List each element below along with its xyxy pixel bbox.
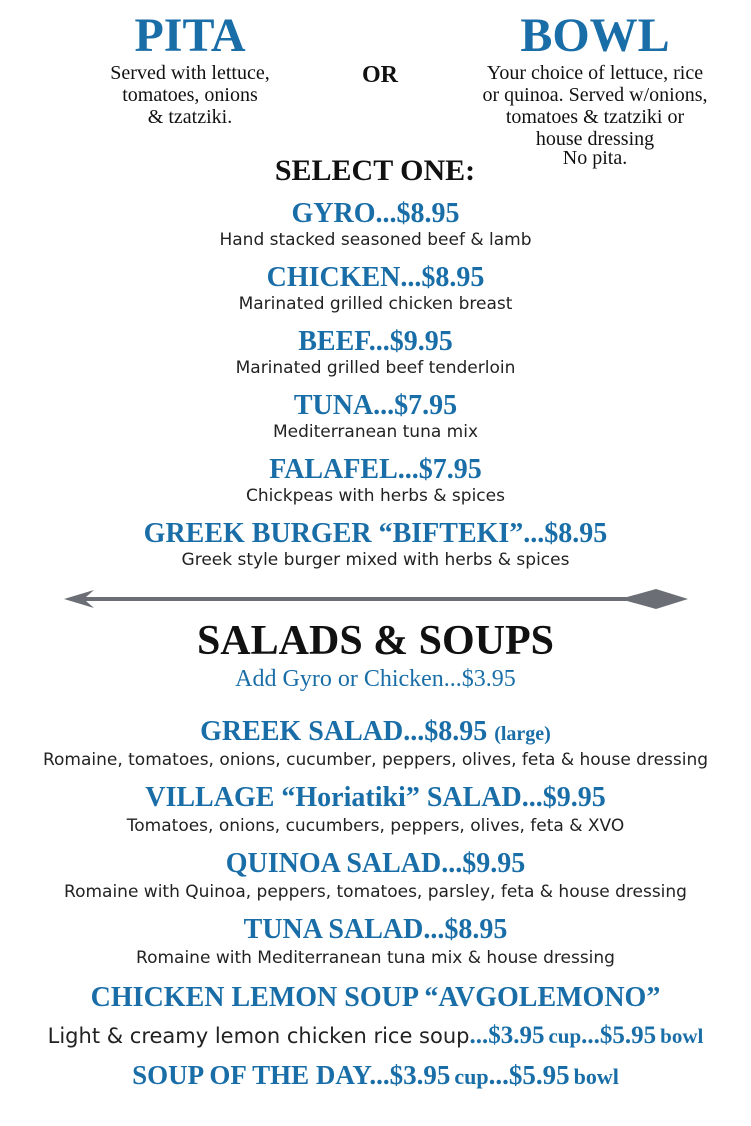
lemon-soup-line	[0, 1022, 751, 1050]
soup-of-day-bowl-price: ...$5.95	[488, 1060, 570, 1090]
menu-item-title: TUNA SALAD...$8.95	[243, 914, 508, 945]
soup-of-day-bowl-label: bowl	[573, 1064, 619, 1089]
spear-divider-icon	[60, 584, 692, 614]
pita-description	[60, 62, 320, 128]
pita-desc-line: tomatoes, onions	[122, 84, 258, 106]
menu-item-description: Marinated grilled chicken breast	[238, 294, 513, 314]
soup-of-day-cup-label: cup	[454, 1064, 489, 1089]
pita-title: PITA	[134, 9, 246, 62]
menu-item-title: FALAFEL...$7.95	[269, 454, 482, 485]
menu-item	[0, 850, 751, 916]
lemon-soup-bowl-label: bowl	[660, 1024, 704, 1048]
menu-item-title	[0, 718, 751, 746]
lemon-soup-bowl-price: ...$5.95	[581, 1022, 657, 1049]
salad-items-list	[0, 718, 751, 982]
menu-item-title: GREEK BURGER “BIFTEKI”...$8.95	[143, 518, 608, 549]
menu-item-description: Romaine with Mediterranean tuna mix & house dressing	[136, 948, 615, 968]
pita-desc-line: Served with lettuce,	[110, 62, 270, 84]
lemon-soup-cup-price: ...$3.95	[469, 1022, 545, 1049]
menu-item	[0, 200, 751, 264]
menu-item-description: Romaine with Quinoa, peppers, tomatoes, parsley, feta & house dressing	[64, 882, 687, 902]
menu-item	[0, 456, 751, 520]
soup-of-the-day-line	[0, 1060, 751, 1091]
bowl-desc-line: house dressing	[535, 128, 655, 150]
pita-items-list	[0, 200, 751, 584]
menu-item-title: QUINOA SALAD...$9.95	[225, 848, 526, 879]
select-one-label: SELECT ONE:	[274, 154, 476, 187]
menu-item	[0, 520, 751, 584]
menu-item-description: Chickpeas with herbs & spices	[246, 486, 505, 506]
bowl-title: BOWL	[520, 9, 670, 62]
menu-item-title: BEEF...$9.95	[298, 326, 453, 357]
or-label: OR	[362, 62, 398, 88]
menu-item-description: Greek style burger mixed with herbs & spices	[181, 550, 570, 570]
salads-soups-heading: SALADS & SOUPS	[196, 618, 555, 664]
bowl-desc-line: or quinoa. Served w/onions,	[482, 84, 708, 106]
bowl-desc-line: tomatoes & tzatziki or	[505, 106, 685, 128]
menu-item-description: Hand stacked seasoned beef & lamb	[219, 230, 532, 250]
menu-item-title: GYRO...$8.95	[291, 198, 460, 229]
menu-item	[0, 392, 751, 456]
lemon-soup-cup-label: cup	[548, 1024, 582, 1048]
lemon-soup-description: Light & creamy lemon chicken rice soup	[47, 1024, 470, 1048]
menu-item-title: CHICKEN...$8.95	[266, 262, 485, 293]
menu-item-description: Tomatoes, onions, cucumbers, peppers, olives, feta & XVO	[126, 816, 625, 836]
lemon-soup-title: CHICKEN LEMON SOUP “AVGOLEMONO”	[90, 982, 661, 1013]
menu-item-description: Mediterranean tuna mix	[272, 422, 479, 442]
menu-item	[0, 718, 751, 784]
bowl-desc-line: Your choice of lettuce, rice	[486, 62, 704, 84]
menu-item-title: TUNA...$7.95	[293, 390, 458, 421]
menu-item-title-text: GREEK SALAD...$8.95	[200, 716, 488, 747]
bowl-desc-line: No pita.	[562, 147, 628, 169]
menu-item	[0, 916, 751, 982]
menu-item-description: Marinated grilled beef tenderloin	[235, 358, 516, 378]
menu-item	[0, 264, 751, 328]
soup-of-day-title: SOUP OF THE DAY...$3.95	[132, 1060, 451, 1090]
menu-item-description: Romaine, tomatoes, onions, cucumber, peppers, olives, feta & house dressing	[42, 750, 709, 770]
bowl-description	[440, 62, 750, 169]
menu-item	[0, 328, 751, 392]
addon-note: Add Gyro or Chicken...$3.95	[235, 666, 516, 692]
menu-item	[0, 784, 751, 850]
pita-desc-line: & tzatziki.	[147, 106, 233, 128]
menu-item-title: VILLAGE “Horiatiki” SALAD...$9.95	[145, 782, 606, 813]
size-note: (large)	[494, 723, 551, 745]
